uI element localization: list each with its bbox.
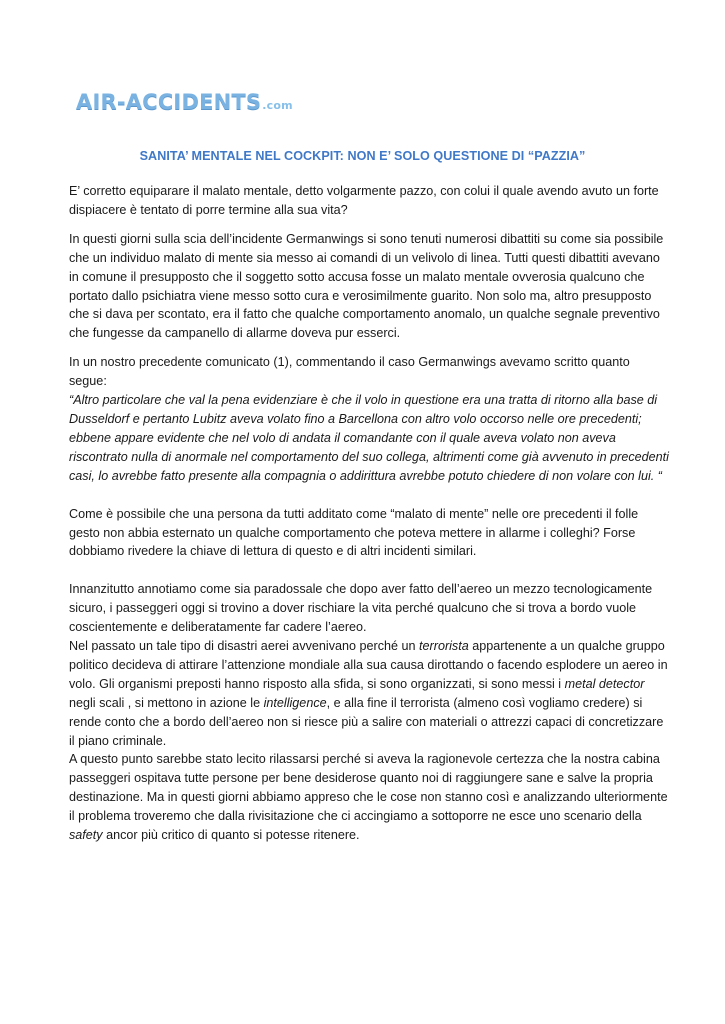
p6-italic-intelligence: intelligence: [263, 695, 327, 710]
p6-italic-terrorista: terrorista: [419, 639, 469, 654]
paragraph-7: [69, 750, 669, 845]
paragraph-6: [69, 637, 669, 750]
p7-italic-safety: safety: [69, 828, 103, 843]
quote-block: [69, 391, 669, 486]
document-title: SANITA’ MENTALE NEL COCKPIT: NON E’ SOLO QUESTIONE DI “PAZZIA”: [139, 149, 586, 163]
p6-text-c: appartenente a un qualche gruppo politico decideva di attirare l’attenzione mondiale alla sua causa dirottando o facendo esplodere un aereo in volo. Gli organismi preposti hanno risposto alla sfida, si sono organizzati, si sono messi i: [69, 639, 668, 691]
p7-text-c: ancor più critico di quanto si potesse ritenere.: [102, 828, 360, 843]
paragraph-1: E’ corretto equiparare il malato mentale, detto volgarmente pazzo, con colui il quale avendo avuto un forte dispiacere è tentato di porre termine alla sua vita?: [69, 184, 659, 217]
logo-suffix: .com: [262, 99, 293, 112]
paragraph-2: In questi giorni sulla scia dell’incidente Germanwings si sono tenuti numerosi dibattiti su come sia possibile che un individuo malato di mente sia messo ai comandi di un velivolo di linea. Tutti questi dibattiti avevano in comune il presupposto che il soggetto sotto accusa fosse un malato mentale ovverosia qualcuno che portato dallo psichiatra viene messo sotto cura e verosimilmente guarito. Non solo ma, altro presupposto che si dava per scontato, era il fatto che qualche comportamento anomalo, un qualche segnale preventivo che fungesse da campanello di allarme doveva pur esserci.: [69, 231, 664, 341]
p6-text-a: Nel passato un tale tipo di disastri aerei avvenivano perché un: [69, 639, 420, 654]
p6-text-g: , e alla fine il terrorista (almeno così vogliamo credere) si rende conto che a bordo dell’aereo non si riesce più a salire con materiali o attrezzi capaci di concretizzare il piano criminale.: [69, 695, 664, 748]
paragraph-3-intro: In un nostro precedente comunicato (1), commentando il caso Germanwings avevamo scritto quanto segue:: [69, 355, 630, 389]
quote-text: “Altro particolare che val la pena evidenziare è che il volo in questione era una tratta di ritorno alla base di Dusseldorf e pertanto Lubitz aveva volato fino a Barcellona con altro volo occorso nelle ore precedenti; ebbene appare evidente che nel volo di andata il comandante con il quale aveva volato non aveva riscontrato nulla di anormale nel comportamento del suo collega, altrimenti come già avvenuto in precedenti casi, lo avrebbe fatto presente alla compagnia o addirittura avrebbe potuto chiedere di non volare con lui. “: [69, 393, 669, 483]
paragraph-5: Innanzitutto annotiamo come sia paradossale che dopo aver fatto dell’aereo un mezzo tecnologicamente sicuro, i passeggeri oggi si trovino a dover rischiare la vita perché qualcuno che si trova a bordo vuole coscientemente e deliberatamente far cadere l’aereo.: [69, 582, 653, 635]
p7-text-a: A questo punto sarebbe stato lecito rilassarsi perché si aveva la ragionevole certezza che la nostra cabina passeggeri ospitava tutte persone per bene desiderose quanto noi di raggiungere sane e salve la propria destinazione. Ma in questi giorni abbiamo appreso che le cose non stanno così e analizzando ulteriormente il problema troveremo che dalla rivisitazione che ci accingiamo a sottoporre ne esce uno scenario della: [69, 752, 668, 824]
p6-italic-metal-detector: metal detector: [564, 676, 645, 691]
p6-text-e: negli scali , si mettono in azione le: [69, 695, 264, 710]
paragraph-4: Come è possibile che una persona da tutti additato come “malato di mente” nelle ore precedenti il folle gesto non abbia esternato un qualche comportamento che poteva mettere in allarme i colleghi? Forse dobbiamo rivedere la chiave di lettura di questo e di altri incidenti similari.: [69, 506, 639, 559]
document-body: [69, 182, 669, 845]
site-logo: [76, 90, 293, 114]
logo-text: AIR-ACCIDENTS: [76, 90, 262, 114]
